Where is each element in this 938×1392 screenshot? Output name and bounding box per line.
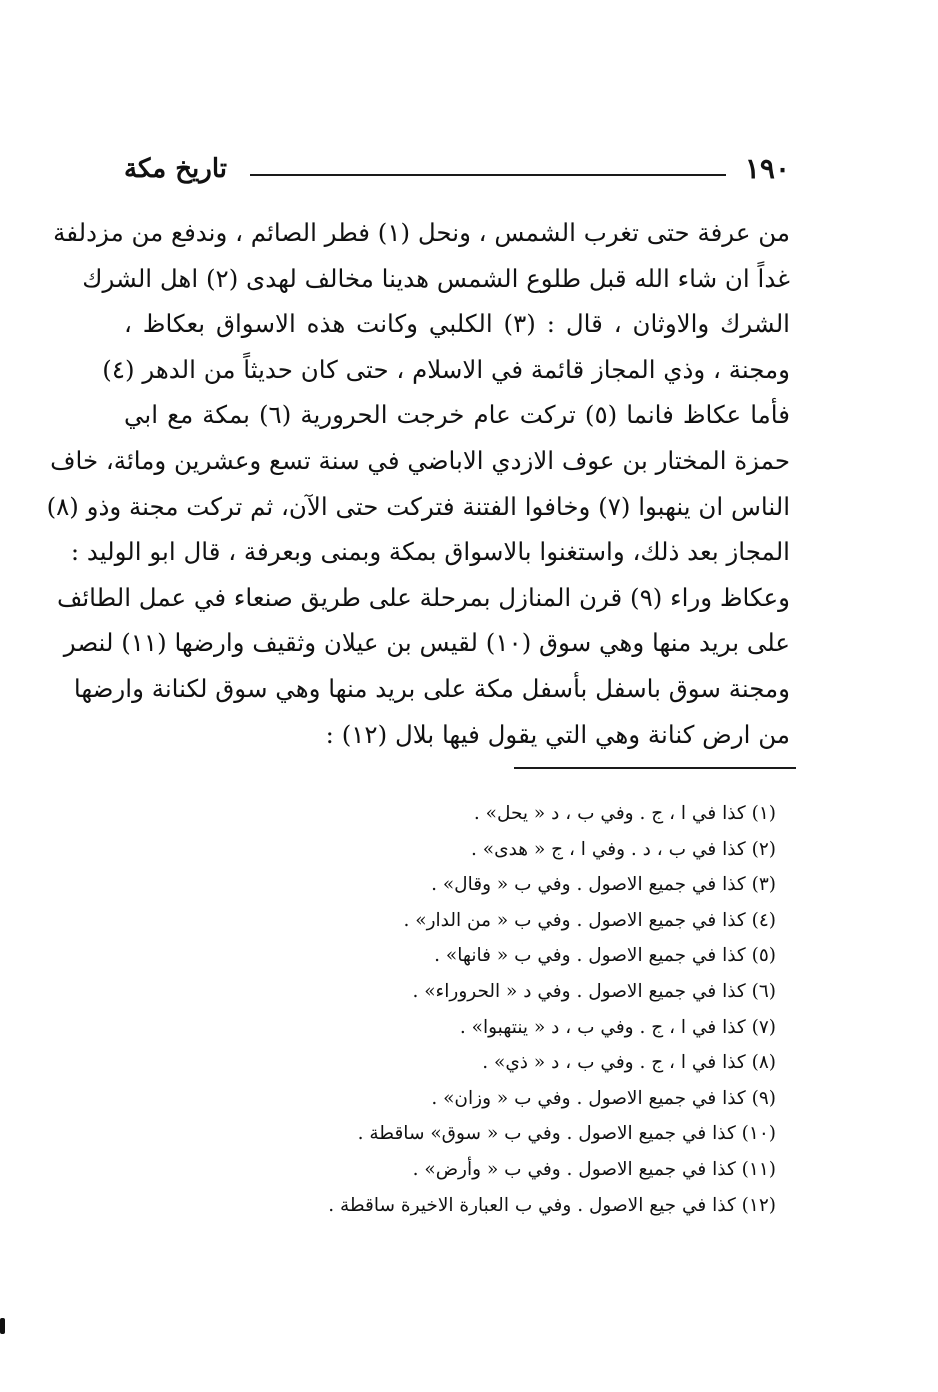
- footnote: (٣) كذا في جميع الاصول . وفي ب « وقال» .: [431, 874, 776, 896]
- page-number: ١٩٠: [744, 152, 790, 185]
- footnote: (٦) كذا في جميع الاصول . وفي د « الحروراء» .: [412, 980, 776, 1002]
- footnote: (٤) كذا في جميع الاصول . وفي ب « من الدار» .: [403, 909, 776, 931]
- footnote: (٨) كذا في ا ، ج . وفي ب ، د « ذي» .: [482, 1052, 776, 1074]
- text-line: المجاز بعد ذلك، واستغنوا بالاسواق بمكة وبمنى وبعرفة ، قال ابو الوليد :: [70, 537, 790, 567]
- footnotes: [300, 796, 776, 1223]
- text-line: من عرفة حتى تغرب الشمس ، ونحل (١) فطر الصائم ، وندفع من مزدلفة: [53, 218, 790, 247]
- text-line: ومجنة سوق باسفل بأسفل مكة على بريد منها وهي سوق لكنانة وارضها: [73, 673, 790, 703]
- text-line: فأما عكاظ فانما (٥) تركت عام خرجت الحرورية (٦) بمكة مع ابي: [124, 400, 790, 430]
- footnote: (١٢) كذا في جيع الاصول . وفي ب العبارة الاخيرة ساقطة .: [328, 1194, 776, 1216]
- footnote-separator: [514, 767, 796, 769]
- main-text: [46, 210, 790, 757]
- footnote: (٢) كذا في ب ، د . وفي ا ، ج « هدى» .: [471, 838, 776, 860]
- header-rule: [250, 174, 726, 176]
- text-line: الشرك والاوثان ، قال : (٣) الكلبي وكانت هذه الاسواق بعكاظ ،: [124, 309, 790, 339]
- footnote: (٧) كذا في ا ، ج . وفي ب ، د « ينتهبوا» .: [459, 1016, 776, 1038]
- text-line: على بريد منها وهي سوق (١٠) لقيس بن عيلان وثقيف وارضها (١١) لنصر: [63, 628, 790, 658]
- book-title: تاريخ مكة: [124, 154, 228, 184]
- footnote: (٥) كذا في جميع الاصول . وفي ب « فانها» .: [434, 945, 776, 967]
- text-line: غداً ان شاء الله قبل طلوع الشمس هدينا مخالف لهدى (٢) اهل الشرك: [82, 263, 790, 293]
- footnote: (١١) كذا في جميع الاصول . وفي ب « وأرض» .: [412, 1158, 776, 1180]
- text-line: حمزة المختار بن عوف الازدي الاباضي في سنة تسع وعشرين ومائة، خاف: [50, 445, 790, 475]
- footnote: (١٠) كذا في جميع الاصول . وفي ب « سوق» ساقطة .: [357, 1123, 776, 1145]
- running-header: [124, 148, 790, 190]
- text-line: ومجنة ، وذي المجاز قائمة في الاسلام ، حتى كان حديثاً من الدهر (٤): [102, 354, 790, 384]
- text-line: وعكاظ وراء (٩) قرن المنازل بمرحلة على طريق صنعاء في عمل الطائف: [57, 582, 790, 612]
- footnote: (١) كذا في ا ، ج . وفي ب ، د « يحل» .: [473, 803, 776, 824]
- text-line: من ارض كنانة وهي التي يقول فيها بلال (١٢) :: [325, 719, 790, 749]
- footnote: (٩) كذا في جميع الاصول . وفي ب « وزان» .: [431, 1087, 776, 1109]
- scan-edge-mark: [0, 1318, 5, 1334]
- text-line: الناس ان ينهبوا (٧) وخافوا الفتنة فتركت حتى الآن، ثم تركت مجنة وذو (٨): [46, 491, 790, 521]
